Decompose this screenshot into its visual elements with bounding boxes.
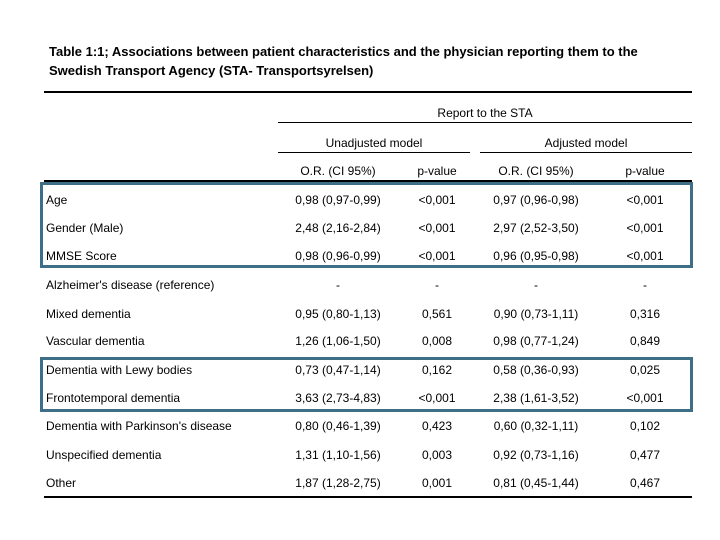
unadjusted-header: Unadjusted model (325, 136, 423, 150)
p-adjusted: 0,477 (629, 448, 661, 462)
or-unadjusted: - (336, 278, 340, 292)
adjusted-header: Adjusted model (544, 136, 628, 150)
or-unadjusted: 1,26 (1,06-1,50) (295, 334, 381, 348)
row-label: Frontotemporal dementia (46, 391, 181, 405)
or-unadjusted: 0,95 (0,80-1,13) (295, 307, 381, 321)
or-adjusted: 0,98 (0,77-1,24) (493, 334, 579, 348)
p-adjusted: - (643, 278, 647, 292)
bottom-rule (44, 496, 692, 498)
p-unadjusted: <0,001 (418, 249, 456, 263)
or-unadjusted: 0,98 (0,97-0,99) (295, 193, 381, 207)
p-adjusted: <0,001 (626, 221, 664, 235)
p-unadjusted: 0,423 (421, 419, 453, 433)
p-adjusted: 0,025 (629, 363, 661, 377)
or-adjusted: 0,92 (0,73-1,16) (493, 448, 579, 462)
unadjusted-rule (278, 152, 470, 153)
or-unadjusted: 2,48 (2,16-2,84) (295, 221, 381, 235)
or-adjusted: 0,96 (0,95-0,98) (493, 249, 579, 263)
row-label: Age (46, 193, 68, 207)
or-unadjusted: 1,87 (1,28-2,75) (295, 476, 381, 490)
or-adjusted: 0,90 (0,73-1,11) (493, 307, 579, 321)
row-label: Dementia with Lewy bodies (46, 363, 193, 377)
adjusted-rule (480, 152, 692, 153)
row-label: Dementia with Parkinson's disease (46, 419, 232, 433)
group-rule (278, 122, 692, 123)
p-unadjusted: 0,561 (421, 307, 453, 321)
table-title: Table 1:1; Associations between patient characteristics and the physician reporting them to the Swedish Transport Agency (STA- Transportsyrelsen) (49, 44, 638, 78)
row-label: Unspecified dementia (46, 448, 162, 462)
top-rule (44, 91, 692, 93)
p-adjusted: <0,001 (626, 249, 664, 263)
row-label: Gender (Male) (46, 221, 124, 235)
row-label: Mixed dementia (46, 307, 131, 321)
p-adjusted: 0,467 (629, 476, 661, 490)
or-unadjusted: 0,98 (0,96-0,99) (295, 249, 381, 263)
or-adjusted: 0,60 (0,32-1,11) (493, 419, 579, 433)
p-unadjusted: <0,001 (418, 193, 456, 207)
p-adjusted: 0,849 (629, 334, 661, 348)
p-unadjusted: - (435, 278, 439, 292)
or-adjusted: 2,38 (1,61-3,52) (493, 391, 579, 405)
or-unadjusted: 0,73 (0,47-1,14) (295, 363, 381, 377)
or-unadjusted: 1,31 (1,10-1,56) (295, 448, 381, 462)
row-label: Other (46, 476, 77, 490)
col-or-unadjusted: O.R. (CI 95%) (300, 164, 376, 178)
row-label: Alzheimer's disease (reference) (46, 278, 215, 292)
p-unadjusted: 0,008 (421, 334, 453, 348)
or-adjusted: 0,97 (0,96-0,98) (493, 193, 579, 207)
p-unadjusted: 0,001 (421, 476, 453, 490)
p-adjusted: <0,001 (626, 391, 664, 405)
or-adjusted: - (534, 278, 538, 292)
p-unadjusted: 0,003 (421, 448, 453, 462)
p-unadjusted: <0,001 (418, 391, 456, 405)
col-p-adjusted: p-value (625, 164, 665, 178)
p-adjusted: 0,316 (629, 307, 661, 321)
col-or-adjusted: O.R. (CI 95%) (498, 164, 574, 178)
or-unadjusted: 0,80 (0,46-1,39) (295, 419, 381, 433)
group-header: Report to the STA (437, 106, 533, 120)
or-adjusted: 2,97 (2,52-3,50) (493, 221, 579, 235)
row-label: Vascular dementia (46, 334, 145, 348)
p-unadjusted: 0,162 (421, 363, 453, 377)
col-p-unadjusted: p-value (417, 164, 457, 178)
p-adjusted: <0,001 (626, 193, 664, 207)
row-label: MMSE Score (46, 249, 117, 263)
or-unadjusted: 3,63 (2,73-4,83) (295, 391, 381, 405)
or-adjusted: 0,58 (0,36-0,93) (493, 363, 579, 377)
p-unadjusted: <0,001 (418, 221, 456, 235)
or-adjusted: 0,81 (0,45-1,44) (493, 476, 579, 490)
p-adjusted: 0,102 (629, 419, 661, 433)
